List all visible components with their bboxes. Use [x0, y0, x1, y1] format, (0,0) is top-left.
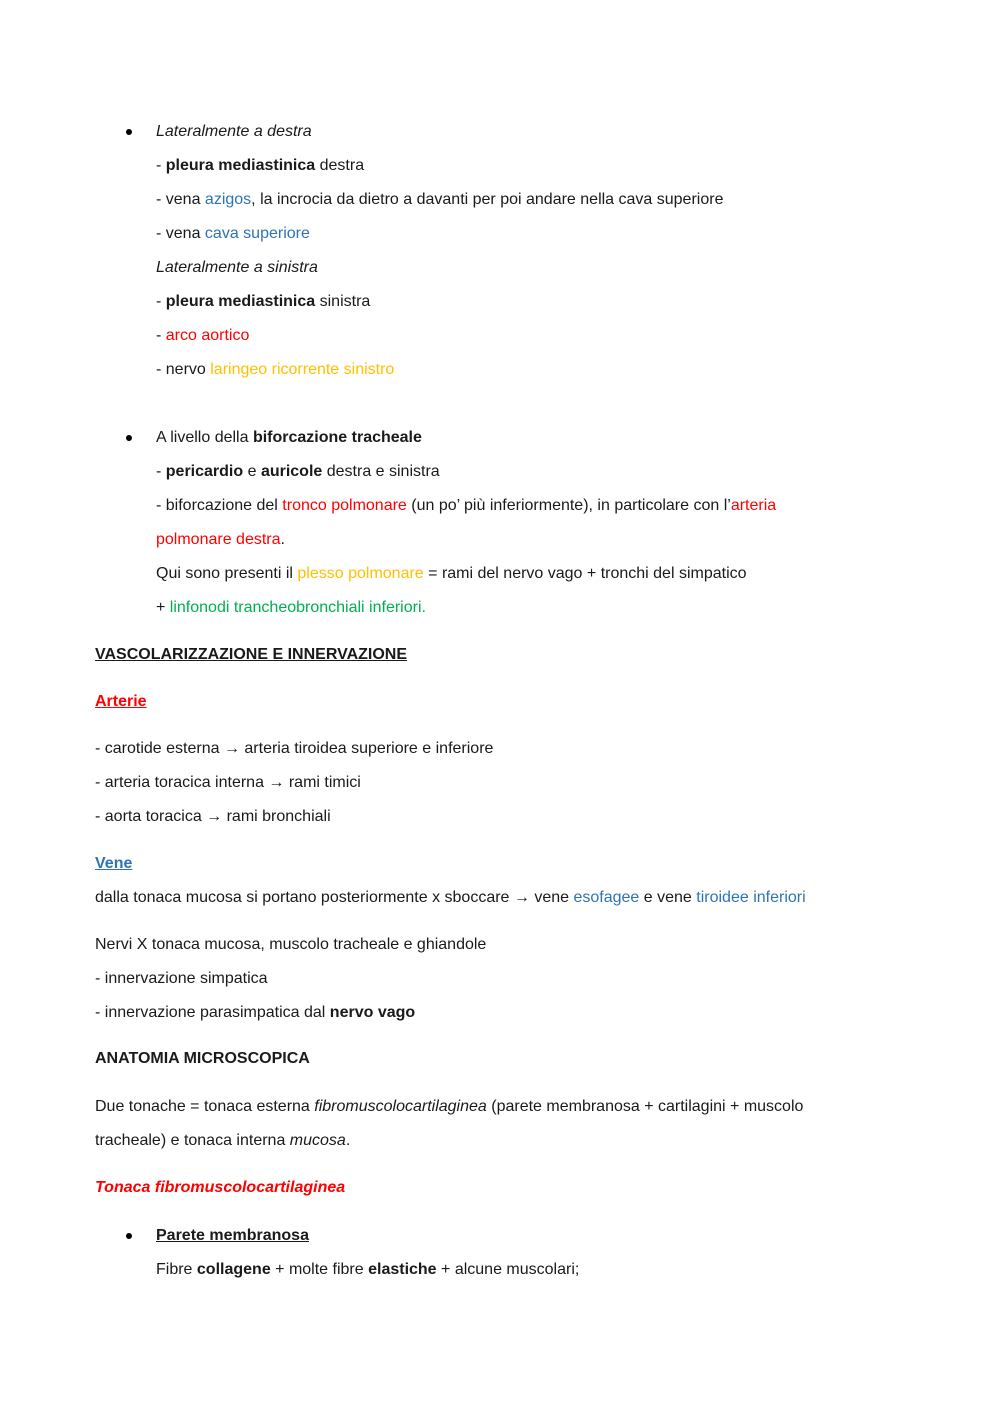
- text-line: - pleura mediastinica destra: [156, 157, 365, 174]
- text-line: - vena azigos, la incrocia da dietro a davanti per poi andare nella cava superiore: [156, 191, 724, 208]
- text-line: Fibre collagene + molte fibre elastiche + alcune muscolari;: [156, 1261, 580, 1278]
- arrow-icon: →: [268, 774, 285, 791]
- arrow-icon: →: [206, 808, 223, 825]
- section-heading-anatomia: ANATOMIA MICROSCOPICA: [95, 1050, 310, 1067]
- bullet-icon: [126, 1233, 132, 1239]
- bullet-icon: [126, 435, 132, 441]
- subheading-vene: Vene: [95, 855, 133, 872]
- text-line: - pleura mediastinica sinistra: [156, 293, 371, 310]
- section-heading-vascolarizzazione: VASCOLARIZZAZIONE E INNERVAZIONE: [95, 646, 408, 663]
- lateral-left-title: Lateralmente a sinistra: [156, 259, 318, 276]
- arrow-icon: →: [513, 889, 530, 906]
- lateral-right-title: Lateralmente a destra: [156, 123, 312, 140]
- text-line: Nervi X tonaca mucosa, muscolo tracheale e ghiandole: [95, 936, 487, 953]
- text-line: tracheale) e tonaca interna mucosa.: [95, 1132, 351, 1149]
- text-line: dalla tonaca mucosa si portano posteriormente x sboccare → vene esofagee e vene tiroidee inferiori: [95, 889, 806, 906]
- text-line: + linfonodi trancheobronchiali inferiori.: [156, 599, 426, 616]
- subheading-tonaca: Tonaca fibromuscolocartilaginea: [95, 1179, 346, 1196]
- text-line: - carotide esterna → arteria tiroidea superiore e inferiore: [95, 740, 494, 757]
- text-line: Due tonache = tonaca esterna fibromuscolocartilaginea (parete membranosa + cartilagini + muscolo: [95, 1098, 804, 1115]
- subheading-arterie: Arterie: [95, 693, 147, 710]
- text-line: - innervazione simpatica: [95, 970, 268, 987]
- text-line: - pericardio e auricole destra e sinistra: [156, 463, 440, 480]
- text-line: - arteria toracica interna → rami timici: [95, 774, 361, 791]
- text-line: - arco aortico: [156, 327, 250, 344]
- text-line: - nervo laringeo ricorrente sinistro: [156, 361, 395, 378]
- bifurcation-title: A livello della biforcazione tracheale: [156, 429, 422, 446]
- text-line: polmonare destra.: [156, 531, 285, 548]
- text-line: - vena cava superiore: [156, 225, 310, 242]
- arrow-icon: →: [223, 740, 240, 757]
- parete-membranosa-title: Parete membranosa: [156, 1227, 309, 1244]
- text-line: - biforcazione del tronco polmonare (un po’ più inferiormente), in particolare con l’arteria: [156, 497, 777, 514]
- text-line: - innervazione parasimpatica dal nervo vago: [95, 1004, 416, 1021]
- bullet-icon: [126, 129, 132, 135]
- text-line: Qui sono presenti il plesso polmonare = rami del nervo vago + tronchi del simpatico: [156, 565, 747, 582]
- text-line: - aorta toracica → rami bronchiali: [95, 808, 331, 825]
